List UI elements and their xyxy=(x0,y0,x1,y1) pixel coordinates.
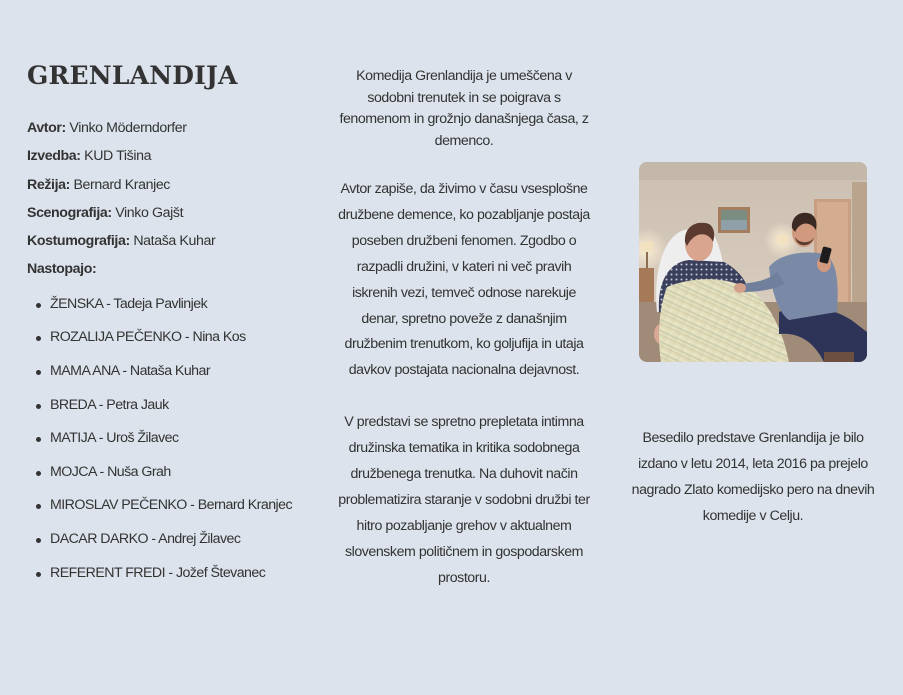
credit-production xyxy=(27,142,317,170)
credit-label: Kostumografija: xyxy=(27,233,130,250)
cast-item: ŽENSKA - Tadeja Pavlinjek xyxy=(36,288,317,322)
credit-label: Režija: xyxy=(27,176,70,193)
credit-cast-heading xyxy=(27,255,317,283)
credit-director xyxy=(27,171,317,199)
credit-label: Izvedba: xyxy=(27,148,81,165)
scene-photo xyxy=(639,162,867,362)
credits-list xyxy=(27,114,317,284)
credit-set-design xyxy=(27,199,317,227)
award-paragraph: Besedilo predstave Grenlandija je bilo izdano v letu 2014, leta 2016 pa prejelo nagrado Zlato komedijsko pero na dnevih komedije v Celju. xyxy=(631,430,875,524)
cast-item: MAMA ANA - Nataša Kuhar xyxy=(36,355,317,389)
media-column xyxy=(622,162,884,530)
page-title: GRENLANDIJA xyxy=(27,60,238,91)
cast-item: DACAR DARKO - Andrej Žilavec xyxy=(36,523,317,557)
description-paragraph-3: V predstavi se spretno prepletata intimna družinska tematika in kritika sodobnega družbenega trenutka. Na duhovit način problematizira staranje v sodobni družbi ter hitro pozabljanje grehov v aktualnem slovenskem političnem in gospodarskem prostoru. xyxy=(338,414,590,586)
credit-label: Scenografija: xyxy=(27,204,112,221)
credit-label: Nastopajo: xyxy=(27,261,97,278)
cast-list xyxy=(27,288,317,590)
credit-value: Bernard Kranjec xyxy=(73,176,171,193)
cast-item: REFERENT FREDI - Jožef Števanec xyxy=(36,557,317,591)
credit-value: KUD Tišina xyxy=(84,148,152,165)
cast-item: BREDA - Petra Jauk xyxy=(36,389,317,423)
credit-label: Avtor: xyxy=(27,120,66,136)
credit-value: Vinko Möderndorfer xyxy=(69,120,187,136)
cast-item: MIROSLAV PEČENKO - Bernard Kranjec xyxy=(36,489,317,523)
credit-value: Nataša Kuhar xyxy=(133,233,216,250)
credit-costume-design xyxy=(27,227,317,255)
description-column xyxy=(333,66,595,592)
cast-item: MATIJA - Uroš Žilavec xyxy=(36,422,317,456)
credit-author xyxy=(27,114,317,142)
description-paragraph-2: Avtor zapiše, da živimo v času vsesplošne družbene demence, ko pozabljanje postaja poseben družbeni fenomen. Zgodbo o razpadli družini, v kateri ni več pravih iskrenih vezi, temveč odnose narekuje denar, spretno poveže z današnjim družbenim trenutkom, ko goljufija in utaja davkov postajata nacionalna dejavnost. xyxy=(338,181,590,379)
cast-item: MOJCA - Nuša Grah xyxy=(36,456,317,490)
cast-item: ROZALIJA PEČENKO - Nina Kos xyxy=(36,321,317,355)
description-paragraph-1: Komedija Grenlandija je umeščena v sodobni trenutek in se poigrava s fenomenom in grožnjo današnjega časa, z demenco. xyxy=(339,68,589,149)
credits-column xyxy=(27,58,317,590)
credit-value: Vinko Gajšt xyxy=(115,204,184,221)
